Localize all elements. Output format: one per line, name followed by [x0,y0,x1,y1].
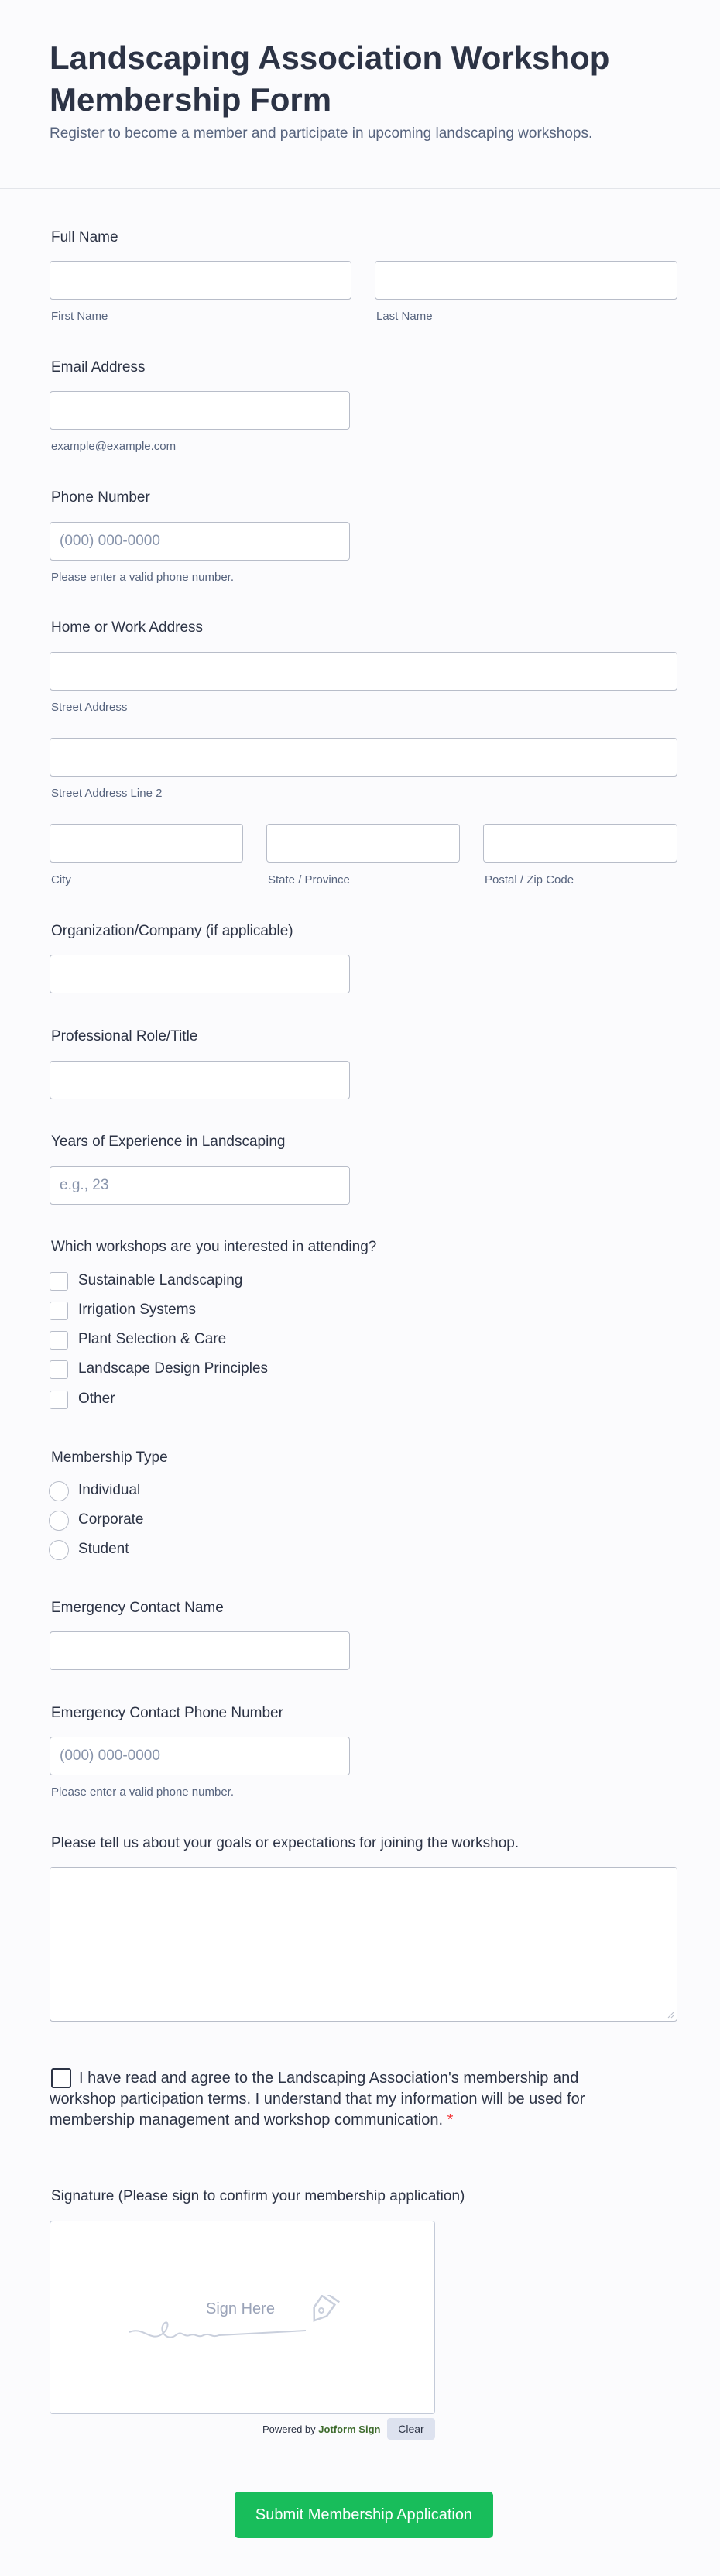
form-header [0,0,720,189]
role-label: Professional Role/Title [51,1028,198,1044]
workshop-option-label: Landscape Design Principles [78,1360,269,1377]
address-label: Home or Work Address [51,619,204,636]
emergency-name-label: Emergency Contact Name [51,1600,224,1616]
experience-label: Years of Experience in Landscaping [51,1134,286,1150]
city-input[interactable] [50,824,243,863]
phone-sublabel: Please enter a valid phone number. [51,571,234,584]
emergency-phone-label: Emergency Contact Phone Number [51,1705,283,1721]
zip-input[interactable] [483,824,677,863]
membership-option-label: Student [78,1541,129,1557]
form-subtitle: Register to become a member and participate in upcoming landscaping workshops. [50,125,593,142]
email-sublabel: example@example.com [51,440,177,453]
resize-grip-icon[interactable] [667,2011,674,2019]
organization-input[interactable] [50,955,350,993]
emergency-phone-sublabel: Please enter a valid phone number. [51,1785,234,1799]
membership-option-label: Individual [78,1482,141,1498]
workshop-checkbox-irrigation[interactable] [50,1302,68,1320]
form-title: Landscaping Association Workshop Membership Form [50,39,610,118]
workshop-checkbox-sustainable[interactable] [50,1272,68,1291]
phone-input[interactable] [50,522,350,561]
clear-signature-button[interactable]: Clear [387,2418,435,2440]
membership-label: Membership Type [51,1449,168,1466]
last-name-sublabel: Last Name [376,310,433,323]
emergency-phone-input[interactable] [50,1737,350,1775]
email-input[interactable] [50,391,350,430]
workshop-option-label: Plant Selection & Care [78,1331,227,1347]
experience-placeholder: e.g., 23 [60,1177,109,1193]
first-name-input[interactable] [50,261,351,300]
goals-textarea[interactable] [50,1867,677,2022]
terms-text: I have read and agree to the Landscaping Association's membership and workshop participation terms. I understand that my information will be used for membership management and workshop communication. [50,2070,585,2128]
powered-brand: Jotform Sign [318,2423,381,2435]
city-sublabel: City [51,873,71,887]
powered-prefix: Powered by [262,2423,316,2435]
first-name-sublabel: First Name [51,310,108,323]
organization-label: Organization/Company (if applicable) [51,923,293,939]
email-label: Email Address [51,359,146,376]
emergency-phone-placeholder: (000) 000-0000 [60,1748,160,1764]
street-address-sublabel: Street Address [51,701,128,714]
workshop-option-label: Irrigation Systems [78,1302,197,1318]
street-address-line2-sublabel: Street Address Line 2 [51,787,163,800]
street-address-input[interactable] [50,652,677,691]
goals-label: Please tell us about your goals or expectations for joining the workshop. [51,1835,519,1851]
membership-option-label: Corporate [78,1511,144,1528]
workshop-checkbox-design[interactable] [50,1360,68,1379]
signature-label: Signature (Please sign to confirm your membership application) [51,2188,465,2204]
zip-sublabel: Postal / Zip Code [485,873,574,887]
workshop-option-label: Other [78,1391,115,1407]
terms-text-block [50,2068,638,2131]
workshop-checkbox-plant-selection[interactable] [50,1331,68,1350]
state-input[interactable] [266,824,460,863]
signature-pad[interactable] [50,2221,435,2414]
phone-placeholder: (000) 000-0000 [60,533,160,549]
emergency-name-input[interactable] [50,1631,350,1670]
signature-placeholder: Sign Here [206,2300,275,2317]
membership-radio-student[interactable] [49,1540,69,1560]
phone-label: Phone Number [51,489,150,506]
submit-button[interactable]: Submit Membership Application [235,2492,493,2538]
membership-radio-corporate[interactable] [49,1511,69,1531]
workshop-option-label: Sustainable Landscaping [78,1272,243,1288]
experience-input[interactable] [50,1166,350,1205]
required-mark: * [447,2111,454,2128]
full-name-label: Full Name [51,229,118,245]
last-name-input[interactable] [375,261,677,300]
street-address-line2-input[interactable] [50,738,677,777]
role-input[interactable] [50,1061,350,1099]
powered-by [262,2423,380,2435]
membership-radio-individual[interactable] [49,1481,69,1501]
state-sublabel: State / Province [268,873,350,887]
workshops-label: Which workshops are you interested in attending? [51,1239,377,1255]
workshop-checkbox-other[interactable] [50,1391,68,1409]
